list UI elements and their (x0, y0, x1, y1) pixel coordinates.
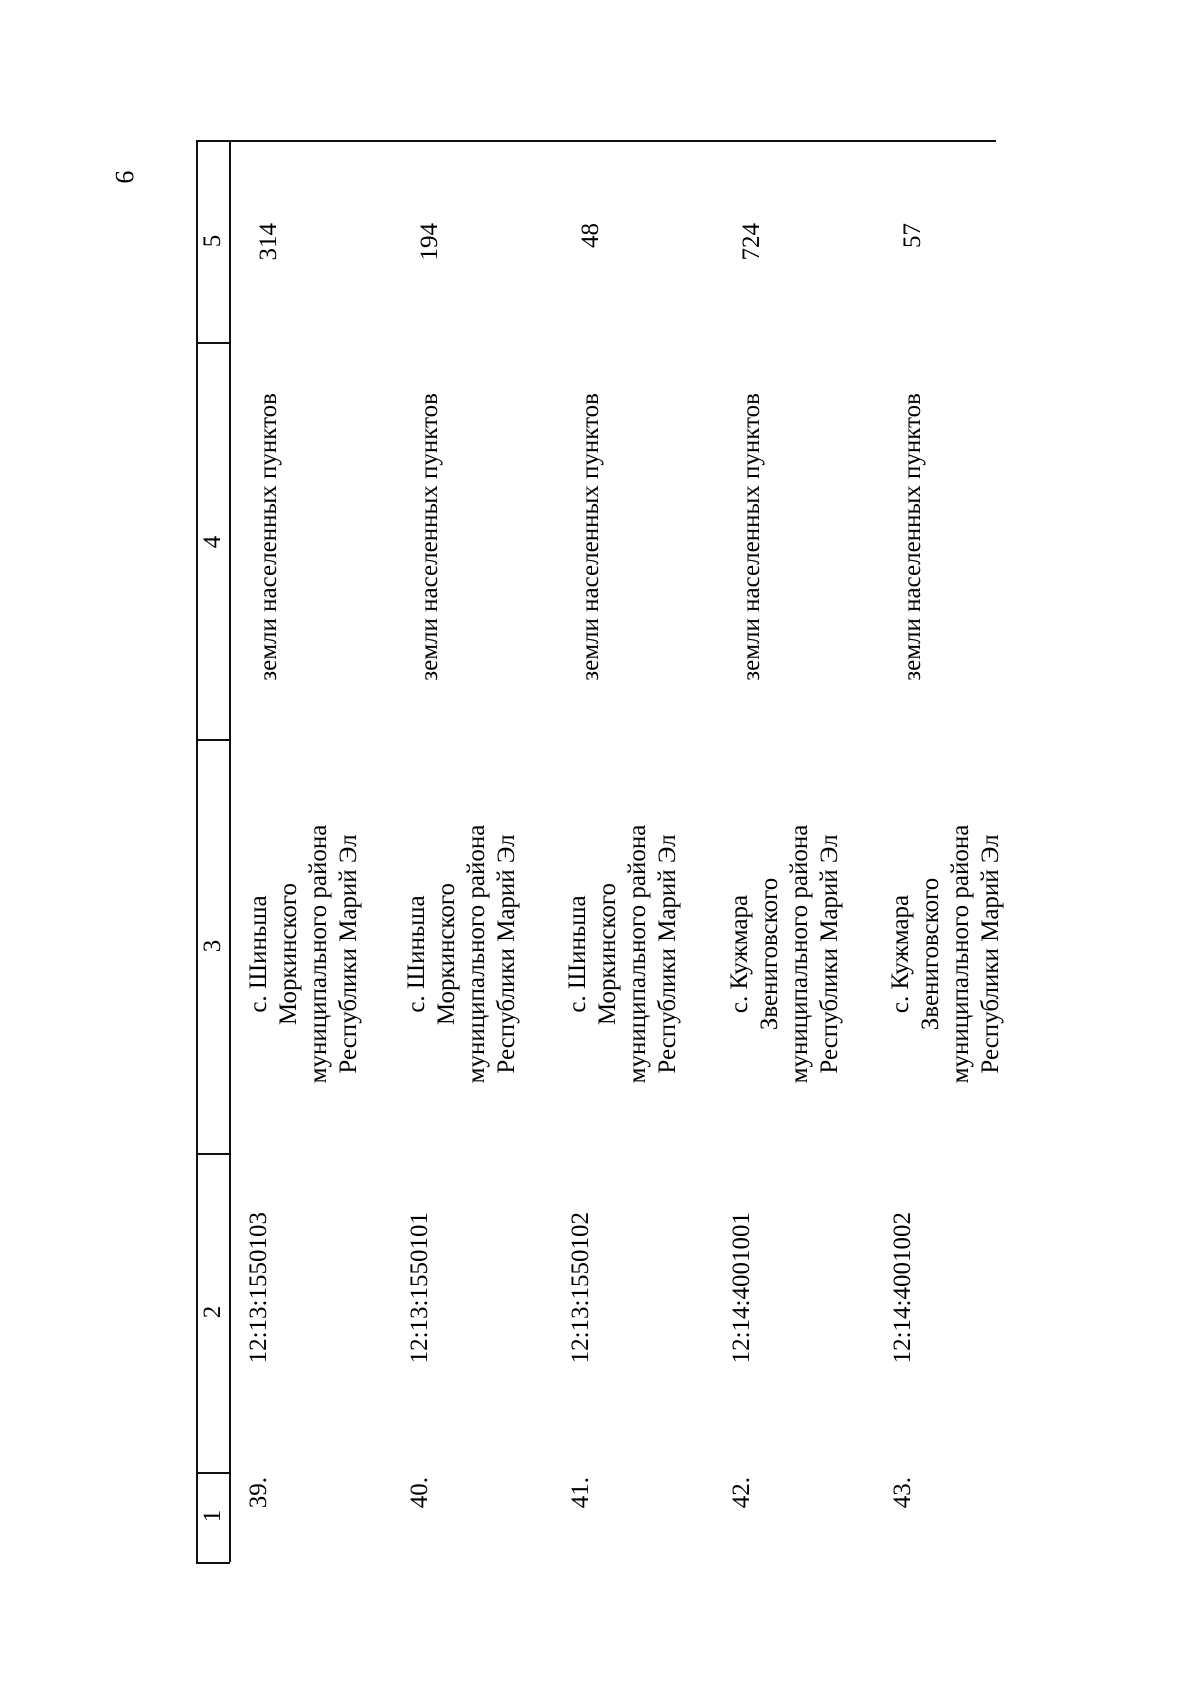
row-43-area: 57 (899, 223, 926, 248)
table-top-border (196, 140, 996, 142)
table-bottom-border (196, 1562, 230, 1564)
row-43-location-2: Звениговского (917, 877, 944, 1031)
header-divider-2-3 (196, 1153, 230, 1155)
row-41-location-1: с. Шиньша (564, 895, 591, 1013)
row-42-location-1: с. Кужмара (726, 894, 753, 1014)
row-39-location-4: Республики Марий Эл (335, 834, 362, 1074)
header-col-5: 5 (199, 234, 226, 248)
header-divider-1-2 (196, 1472, 230, 1474)
row-43-cadastral: 12:14:4001002 (889, 1212, 916, 1364)
row-39-location-3: муниципального района (305, 824, 332, 1084)
row-40-num: 40. (406, 1477, 433, 1509)
header-col-2: 2 (199, 1305, 226, 1319)
row-41-category: земли населенных пунктов (577, 393, 604, 681)
row-42-area: 724 (738, 223, 765, 261)
row-43-location-1: с. Кужмара (887, 894, 914, 1014)
row-41-location-3: муниципального района (624, 824, 651, 1084)
row-42-location-4: Республики Марий Эл (816, 834, 843, 1074)
row-41-cadastral: 12:13:1550102 (567, 1212, 594, 1364)
row-41-location-2: Моркинского (594, 882, 621, 1026)
row-42-category: земли населенных пунктов (738, 393, 765, 681)
header-left-border (196, 140, 198, 1562)
row-43-category: земли населенных пунктов (899, 393, 926, 681)
row-39-area: 314 (255, 223, 282, 261)
row-40-area: 194 (416, 223, 443, 261)
header-divider-3-4 (196, 739, 230, 741)
header-right-border (229, 140, 231, 1562)
row-42-cadastral: 12:14:4001001 (728, 1212, 755, 1364)
row-40-location-1: с. Шиньша (403, 895, 430, 1013)
row-42-num: 42. (728, 1477, 755, 1509)
row-41-location-4: Республики Марий Эл (654, 834, 681, 1074)
header-divider-4-5 (196, 342, 230, 344)
row-39-num: 39. (245, 1477, 272, 1509)
header-col-1: 1 (199, 1509, 226, 1523)
row-39-cadastral: 12:13:1550103 (245, 1212, 272, 1364)
row-41-num: 41. (567, 1477, 594, 1509)
row-42-location-2: Звениговского (756, 877, 783, 1031)
row-39-location-2: Моркинского (275, 882, 302, 1026)
row-39-category: земли населенных пунктов (255, 393, 282, 681)
row-43-num: 43. (889, 1477, 916, 1509)
row-43-location-3: муниципального района (947, 824, 974, 1084)
page-number: 9 (110, 170, 139, 184)
row-42-location-3: муниципального района (786, 824, 813, 1084)
header-col-3: 3 (199, 939, 226, 953)
row-40-category: земли населенных пунктов (416, 393, 443, 681)
row-40-location-4: Республики Марий Эл (493, 834, 520, 1074)
row-40-location-2: Моркинского (433, 882, 460, 1026)
row-39-location-1: с. Шиньша (245, 895, 272, 1013)
row-43-location-4: Республики Марий Эл (977, 834, 1004, 1074)
row-41-area: 48 (577, 223, 604, 248)
row-40-cadastral: 12:13:1550101 (406, 1212, 433, 1364)
header-col-4: 4 (199, 535, 226, 549)
row-40-location-3: муниципального района (463, 824, 490, 1084)
